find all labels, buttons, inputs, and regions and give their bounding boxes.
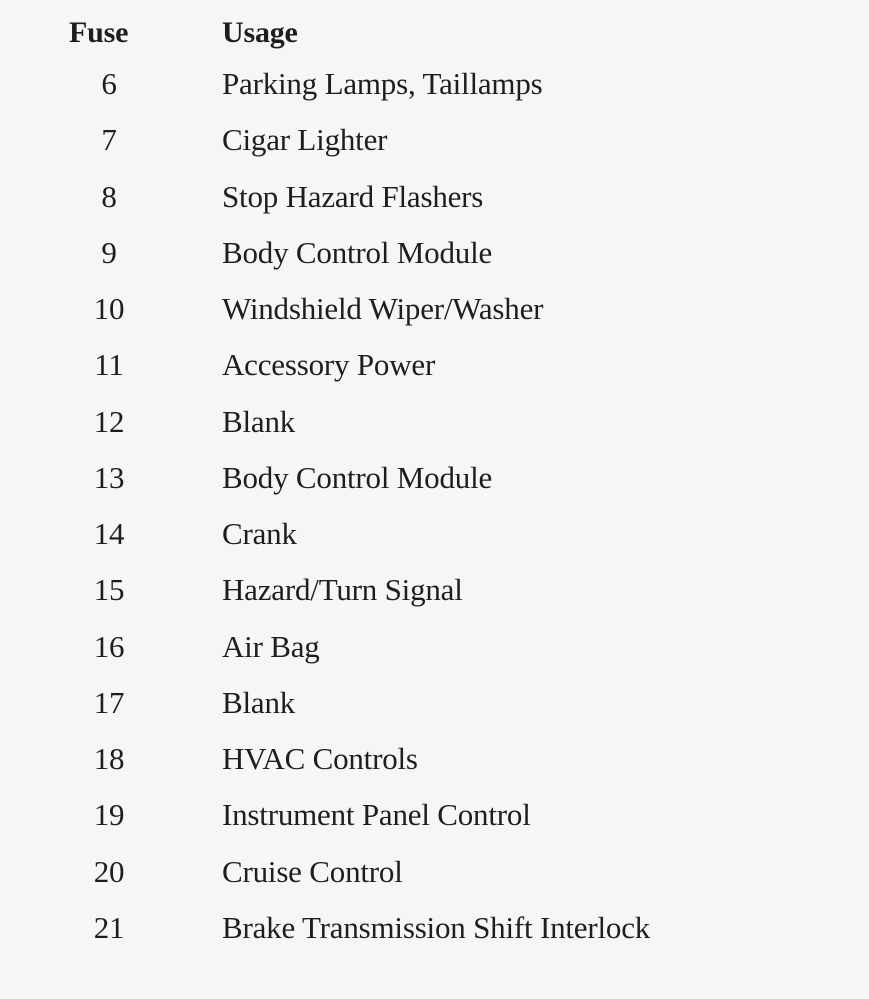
fuse-number: 20 — [93, 853, 125, 889]
table-row — [0, 225, 869, 281]
fuse-number: 11 — [94, 347, 124, 383]
table-row — [0, 731, 869, 787]
fuse-number: 17 — [93, 684, 125, 720]
fuse-number-cell — [0, 56, 218, 112]
fuse-number-cell — [0, 675, 218, 731]
fuse-number: 9 — [101, 234, 117, 270]
usage-cell: HVAC Controls — [222, 741, 418, 777]
table-row — [0, 787, 869, 843]
table-row — [0, 450, 869, 506]
usage-cell: Windshield Wiper/Washer — [222, 291, 544, 327]
fuse-number-cell — [0, 619, 218, 675]
usage-cell: Body Control Module — [222, 234, 493, 270]
column-header-usage: Usage — [222, 16, 298, 49]
table-header-row — [0, 12, 869, 56]
fuse-number-cell — [0, 900, 218, 956]
table-row — [0, 506, 869, 562]
table-row — [0, 844, 869, 900]
fuse-number: 8 — [101, 178, 117, 214]
fuse-number: 16 — [93, 628, 125, 664]
fuse-number: 13 — [93, 459, 125, 495]
fuse-number-cell — [0, 787, 218, 843]
usage-cell: Instrument Panel Control — [222, 797, 531, 833]
fuse-number: 19 — [93, 797, 125, 833]
fuse-number: 21 — [93, 909, 125, 945]
fuse-number-cell — [0, 281, 218, 337]
usage-cell: Stop Hazard Flashers — [222, 178, 484, 214]
usage-cell: Hazard/Turn Signal — [222, 572, 463, 608]
fuse-number-cell — [0, 450, 218, 506]
fuse-number: 7 — [101, 122, 117, 158]
table-row — [0, 900, 869, 956]
table-row — [0, 394, 869, 450]
usage-cell: Cigar Lighter — [222, 122, 388, 158]
fuse-number: 14 — [93, 516, 125, 552]
fuse-number-cell — [0, 169, 218, 225]
fuse-number: 6 — [101, 66, 117, 102]
usage-cell: Parking Lamps, Taillamps — [222, 66, 543, 102]
fuse-number: 12 — [93, 403, 125, 439]
fuse-number-cell — [0, 112, 218, 168]
fuse-number-cell — [0, 506, 218, 562]
fuse-number: 15 — [93, 572, 125, 608]
fuse-number: 18 — [93, 741, 125, 777]
usage-cell: Crank — [222, 516, 297, 552]
fuse-usage-table — [0, 12, 869, 956]
usage-cell: Body Control Module — [222, 459, 493, 495]
fuse-number-cell — [0, 731, 218, 787]
fuse-number-cell — [0, 562, 218, 618]
table-row — [0, 56, 869, 112]
table-row — [0, 675, 869, 731]
table-row — [0, 562, 869, 618]
table-row — [0, 112, 869, 168]
usage-cell: Air Bag — [222, 628, 320, 664]
usage-cell: Brake Transmission Shift Interlock — [222, 909, 651, 945]
fuse-number-cell — [0, 394, 218, 450]
table-row — [0, 337, 869, 393]
usage-cell: Blank — [222, 684, 296, 720]
fuse-number-cell — [0, 225, 218, 281]
fuse-number-cell — [0, 844, 218, 900]
usage-cell: Accessory Power — [222, 347, 436, 383]
usage-cell: Blank — [222, 403, 296, 439]
fuse-number: 10 — [93, 291, 125, 327]
table-row — [0, 169, 869, 225]
usage-cell: Cruise Control — [222, 853, 403, 889]
table-row — [0, 619, 869, 675]
fuse-number-cell — [0, 337, 218, 393]
table-row — [0, 281, 869, 337]
column-header-fuse: Fuse — [69, 16, 129, 49]
